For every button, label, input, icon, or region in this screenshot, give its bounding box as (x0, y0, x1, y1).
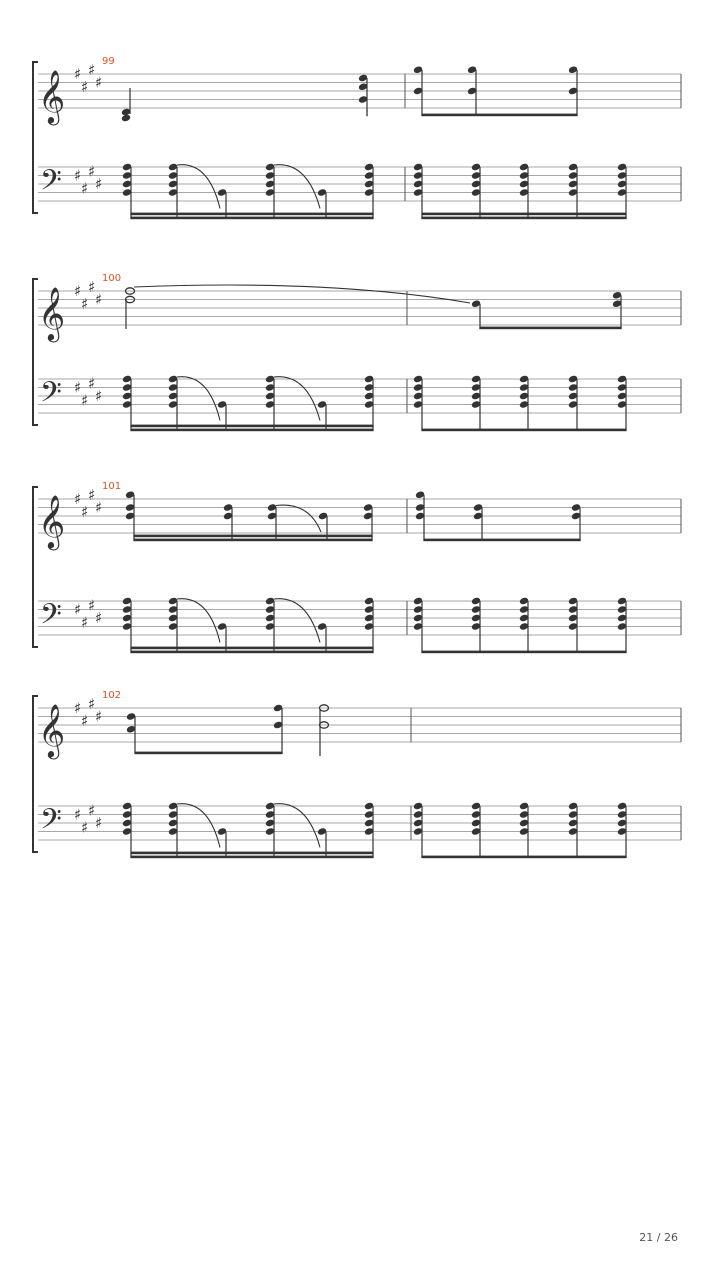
sharp-icon: ♯ (74, 600, 82, 619)
beam (130, 217, 373, 220)
beam (421, 651, 626, 654)
sharp-icon: ♯ (74, 805, 82, 824)
sharp-icon: ♯ (81, 502, 89, 521)
beam (421, 429, 626, 432)
sharp-icon: ♯ (95, 73, 103, 92)
sharp-icon: ♯ (74, 166, 82, 185)
sharp-icon: ♯ (74, 378, 82, 397)
measure-number: 102 (102, 690, 122, 701)
sharp-icon: ♯ (81, 613, 89, 632)
sharp-icon: ♯ (95, 707, 103, 726)
beam (421, 856, 626, 859)
sharp-icon: ♯ (88, 485, 96, 504)
sharp-icon: ♯ (74, 490, 82, 508)
slur (274, 165, 320, 209)
sharp-icon: ♯ (88, 162, 96, 181)
bass-clef-icon: 𝄢 (40, 803, 62, 843)
beam (130, 429, 373, 432)
sharp-icon: ♯ (95, 175, 103, 193)
measure-number: 101 (102, 481, 122, 492)
beam (130, 647, 373, 650)
beam (366, 110, 367, 113)
measure-number: 100 (102, 273, 122, 284)
slur (177, 804, 220, 848)
treble-clef-icon: 𝄞 (38, 494, 66, 548)
slur (177, 377, 220, 421)
bass-clef-icon: 𝄢 (40, 598, 62, 638)
bass-clef-icon: 𝄢 (40, 164, 62, 204)
sharp-icon: ♯ (74, 65, 82, 83)
tie (134, 285, 470, 303)
notehead (121, 114, 131, 123)
slur (177, 599, 220, 643)
beam (366, 114, 367, 117)
sharp-icon: ♯ (81, 294, 89, 313)
bass-clef-icon: 𝄢 (40, 376, 62, 416)
sharp-icon: ♯ (81, 818, 89, 837)
beam (133, 535, 372, 538)
sharp-icon: ♯ (95, 498, 103, 517)
slur (274, 804, 320, 848)
beam (479, 327, 621, 330)
sharp-icon: ♯ (95, 290, 103, 309)
beam (130, 856, 373, 859)
sharp-icon: ♯ (88, 694, 96, 713)
sharp-icon: ♯ (95, 814, 103, 832)
beam (421, 213, 626, 216)
slur (274, 599, 320, 643)
sharp-icon: ♯ (81, 391, 89, 410)
beam (130, 852, 373, 855)
sharp-icon: ♯ (74, 699, 82, 717)
sharp-icon: ♯ (88, 596, 96, 615)
beam (130, 425, 373, 428)
sharp-icon: ♯ (88, 374, 96, 393)
beam (130, 213, 373, 216)
sharp-icon: ♯ (95, 387, 103, 405)
beam (421, 114, 577, 117)
sharp-icon: ♯ (88, 60, 96, 79)
slur (276, 505, 321, 532)
sharp-icon: ♯ (74, 282, 82, 300)
slur (274, 377, 320, 421)
page-indicator: 21 / 26 (639, 1231, 678, 1244)
beam (134, 752, 282, 755)
sharp-icon: ♯ (88, 801, 96, 820)
treble-clef-icon: 𝄞 (38, 69, 66, 123)
sharp-icon: ♯ (81, 77, 89, 96)
sharp-icon: ♯ (81, 179, 89, 198)
beam (423, 539, 580, 542)
slur (177, 165, 220, 209)
sharp-icon: ♯ (81, 711, 89, 730)
measure-number: 99 (102, 56, 115, 67)
beam (421, 217, 626, 220)
sharp-icon: ♯ (95, 609, 103, 627)
treble-clef-icon: 𝄞 (38, 703, 66, 757)
treble-clef-icon: 𝄞 (38, 286, 66, 340)
beam (133, 539, 372, 542)
sharp-icon: ♯ (88, 277, 96, 296)
beam (130, 651, 373, 654)
